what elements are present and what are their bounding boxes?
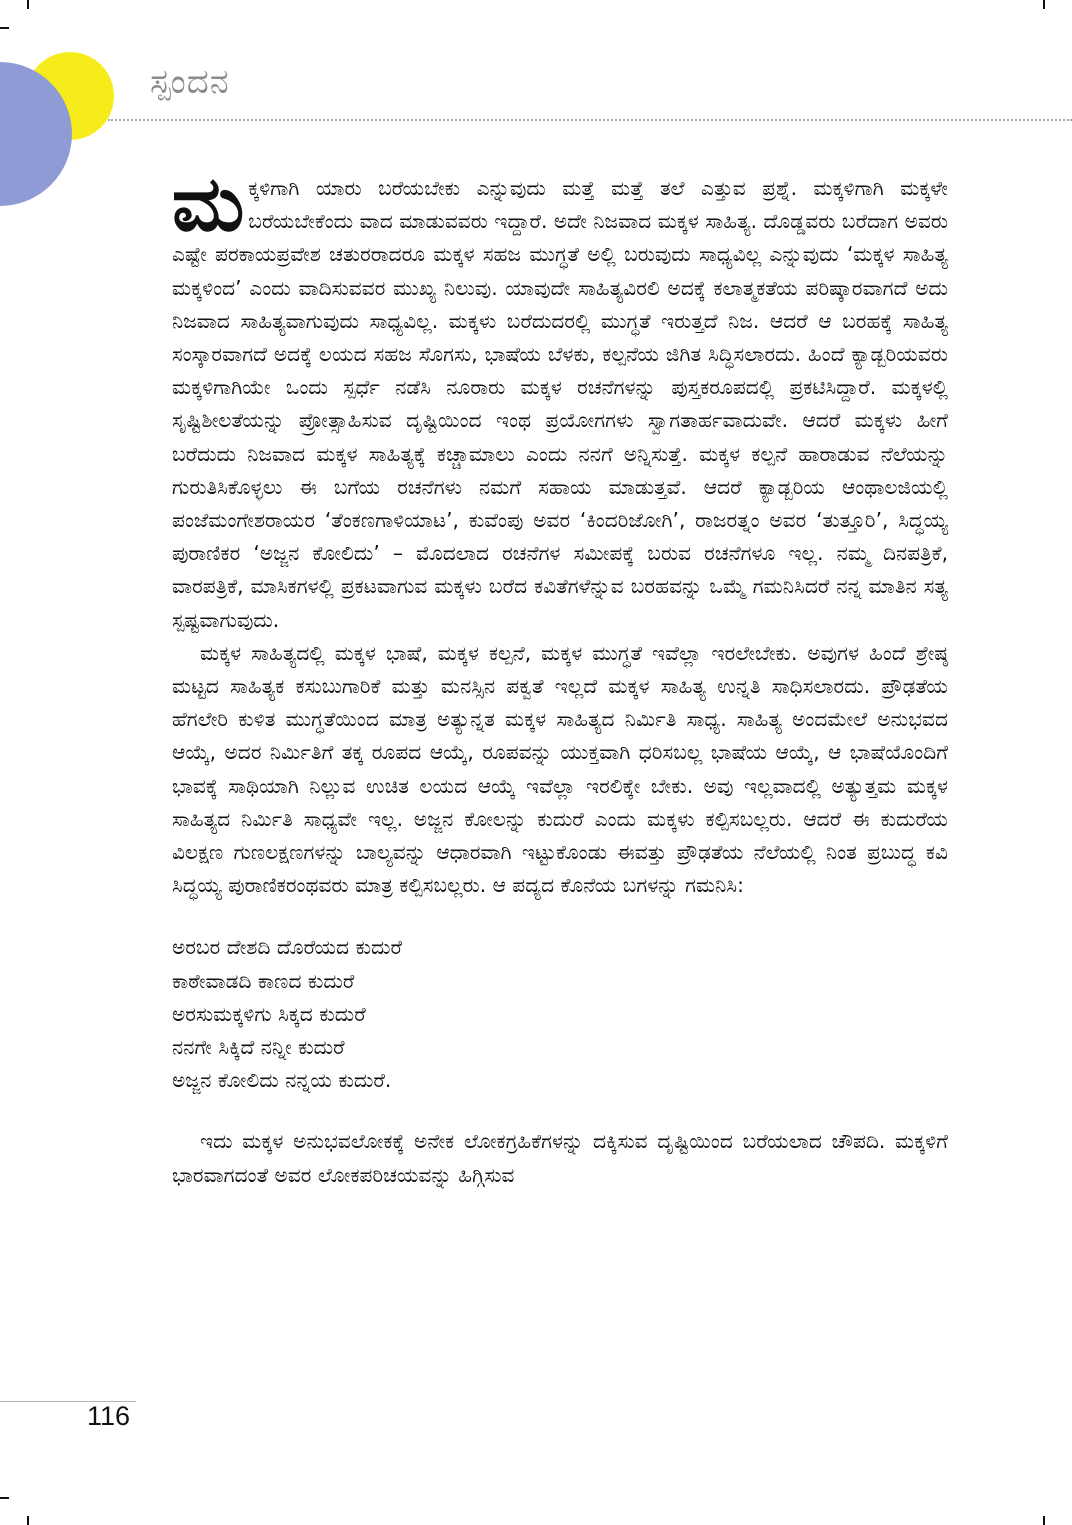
poem-line: ಕಾಠೇವಾಡದಿ ಕಾಣದ ಕುದುರೆ — [172, 968, 355, 993]
crop-mark — [1043, 0, 1045, 9]
paragraph-1 — [172, 159, 949, 637]
article-body — [172, 159, 949, 1192]
crop-mark — [0, 27, 9, 29]
section-title: ಸ್ಪಂದನ — [150, 62, 230, 102]
header-dotted-divider — [108, 119, 1072, 121]
paragraph-2: ಮಕ್ಕಳ ಸಾಹಿತ್ಯದಲ್ಲಿ ಮಕ್ಕಳ ಭಾಷೆ, ಮಕ್ಕಳ ಕಲ್ಪನೆ, ಮಕ್ಕಳ ಮುಗ್ಧತೆ ಇವೆಲ್ಲಾ ಇರಲೇಬೇಕು. ಅವುಗಳ ಹಿಂದೆ ಶ್ರೇಷ್ಠ ಮಟ್ಟದ ಸಾಹಿತ್ಯಕ ಕಸುಬುಗಾರಿಕೆ ಮತ್ತು ಮನಸ್ಸಿನ ಪಕ್ವತೆ ಇಲ್ಲದೆ ಮಕ್ಕಳ ಸಾಹಿತ್ಯ ಉನ್ನತಿ ಸಾಧಿಸಲಾರದು. ಪ್ರೌಢತೆಯ ಹೆಗಲೇರಿ ಕುಳಿತ ಮುಗ್ಧತೆಯಿಂದ ಮಾತ್ರ ಅತ್ಯುನ್ನತ ಮಕ್ಕಳ ಸಾಹಿತ್ಯದ ನಿರ್ಮಿತಿ ಸಾಧ್ಯ. ಸಾಹಿತ್ಯ ಅಂದಮೇಲೆ ಅನುಭವದ ಆಯ್ಕೆ, ಅದರ ನಿರ್ಮಿತಿಗೆ ತಕ್ಕ ರೂಪದ ಆಯ್ಕೆ, ರೂಪವನ್ನು ಯುಕ್ತವಾಗಿ ಧರಿಸಬಲ್ಲ ಭಾಷೆಯ ಆಯ್ಕೆ, ಆ ಭಾಷೆಯೊಂದಿಗೆ ಭಾವಕ್ಕೆ ಸಾಥಿಯಾಗಿ ನಿಲ್ಲುವ ಉಚಿತ ಲಯದ ಆಯ್ಕೆ ಇವೆಲ್ಲಾ ಇರಲಿಕ್ಕೇ ಬೇಕು. ಅವು ಇಲ್ಲವಾದಲ್ಲಿ ಅತ್ಯುತ್ತಮ ಮಕ್ಕಳ ಸಾಹಿತ್ಯದ ನಿರ್ಮಿತಿ ಸಾಧ್ಯವೇ ಇಲ್ಲ. ಅಜ್ಜನ ಕೋಲನ್ನು ಕುದುರೆ ಎಂದು ಮಕ್ಕಳು ಕಲ್ಪಿಸಬಲ್ಲರು. ಆದರೆ ಈ ಕುದುರೆಯ ವಿಲಕ್ಷಣ ಗುಣಲಕ್ಷಣಗಳನ್ನು ಬಾಲ್ಯವನ್ನು ಆಧಾರವಾಗಿ ಇಟ್ಟುಕೊಂಡು ಈವತ್ತು ಪ್ರೌಢತೆಯ ನೆಲೆಯಲ್ಲಿ ನಿಂತ ಪ್ರಬುದ್ಧ ಕವಿ ಸಿದ್ಧಯ್ಯ ಪುರಾಣಿಕರಂಥವರು ಮಾತ್ರ ಕಲ್ಪಿಸಬಲ್ಲರು. ಆ ಪದ್ಯದ ಕೊನೆಯ ಬಗಳನ್ನು ಗಮನಿಸಿ: — [172, 640, 948, 898]
poem-line: ನನಗೇ ಸಿಕ್ಕಿದೆ ನನ್ನೀ ಕುದುರೆ — [172, 1035, 345, 1060]
page-number: 116 — [87, 1401, 131, 1431]
crop-mark — [27, 1516, 29, 1525]
paragraph-3: ಇದು ಮಕ್ಕಳ ಅನುಭವಲೋಕಕ್ಕೆ ಅನೇಕ ಲೋಕಗ್ರಹಿಕೆಗಳನ್ನು ದಕ್ಕಿಸುವ ದೃಷ್ಟಿಯಿಂದ ಬರೆಯಲಾದ ಚೌಪದಿ. ಮಕ್ಕಳಿಗೆ ಭಾರವಾಗದಂತೆ ಅವರ ಲೋಕಪರಿಚಯವನ್ನು ಹಿಗ್ಗಿಸುವ — [172, 1129, 948, 1187]
poem-line: ಅಜ್ಜನ ಕೋಲಿದು ನನ್ನಯ ಕುದುರೆ. — [172, 1068, 392, 1093]
crop-mark — [1043, 1516, 1045, 1525]
crop-mark — [0, 1497, 9, 1499]
drop-cap: ಮ — [172, 159, 245, 248]
poem-block — [172, 931, 948, 1097]
poem-line: ಅರಬರ ದೇಶದಿ ದೊರೆಯದ ಕುದುರೆ — [172, 935, 403, 960]
crop-mark — [27, 0, 29, 9]
paragraph-1-text: ಕ್ಕಳಿಗಾಗಿ ಯಾರು ಬರೆಯಬೇಕು ಎನ್ನುವುದು ಮತ್ತೆ ಮತ್ತೆ ತಲೆ ಎತ್ತುವ ಪ್ರಶ್ನೆ. ಮಕ್ಕಳಿಗಾಗಿ ಮಕ್ಕಳೇ ಬರೆಯಬೇಕೆಂದು ವಾದ ಮಾಡುವವರು ಇದ್ದಾರೆ. ಅದೇ ನಿಜವಾದ ಮಕ್ಕಳ ಸಾಹಿತ್ಯ. ದೊಡ್ಡವರು ಬರೆದಾಗ ಅವರು ಎಷ್ಟೇ ಪರಕಾಯಪ್ರವೇಶ ಚತುರರಾದರೂ ಮಕ್ಕಳ ಸಹಜ ಮುಗ್ಧತೆ ಅಲ್ಲಿ ಬರುವುದು ಸಾಧ್ಯವಿಲ್ಲ ಎನ್ನುವುದು ‘ಮಕ್ಕಳ ಸಾಹಿತ್ಯ ಮಕ್ಕಳಿಂದ’ ಎಂದು ವಾದಿಸುವವರ ಮುಖ್ಯ ನಿಲುವು. ಯಾವುದೇ ಸಾಹಿತ್ಯವಿರಲಿ ಅದಕ್ಕೆ ಕಲಾತ್ಮಕತೆಯ ಪರಿಷ್ಕಾರವಾಗದೆ ಅದು ನಿಜವಾದ ಸಾಹಿತ್ಯವಾಗುವುದು ಸಾಧ್ಯವಿಲ್ಲ. ಮಕ್ಕಳು ಬರೆದುದರಲ್ಲಿ ಮುಗ್ಧತೆ ಇರುತ್ತದೆ ನಿಜ. ಆದರೆ ಆ ಬರಹಕ್ಕೆ ಸಾಹಿತ್ಯ ಸಂಸ್ಕಾರವಾಗದೆ ಅದಕ್ಕೆ ಲಯದ ಸಹಜ ಸೊಗಸು, ಭಾಷೆಯ ಬೆಳಕು, ಕಲ್ಪನೆಯ ಜಿಗಿತ ಸಿದ್ಧಿಸಲಾರದು. ಹಿಂದೆ ಕ್ಯಾಡ್ಬರಿಯವರು ಮಕ್ಕಳಿಗಾಗಿಯೇ ಒಂದು ಸ್ಪರ್ಧೆ ನಡೆಸಿ ನೂರಾರು ಮಕ್ಕಳ ರಚನೆಗಳನ್ನು ಪುಸ್ತಕರೂಪದಲ್ಲಿ ಪ್ರಕಟಿಸಿದ್ದಾರೆ. ಮಕ್ಕಳಲ್ಲಿ ಸೃಷ್ಟಿಶೀಲತೆಯನ್ನು ಪ್ರೋತ್ಸಾಹಿಸುವ ದೃಷ್ಟಿಯಿಂದ ಇಂಥ ಪ್ರಯೋಗಗಳು ಸ್ವಾಗತಾರ್ಹವಾದುವೇ. ಆದರೆ ಮಕ್ಕಳು ಹೀಗೆ ಬರೆದುದು ನಿಜವಾದ ಮಕ್ಕಳ ಸಾಹಿತ್ಯಕ್ಕೆ ಕಚ್ಚಾಮಾಲು ಎಂದು ನನಗೆ ಅನ್ನಿಸುತ್ತೆ. ಮಕ್ಕಳ ಕಲ್ಪನೆ ಹಾರಾಡುವ ನೆಲೆಯನ್ನು ಗುರುತಿಸಿಕೊಳ್ಳಲು ಈ ಬಗೆಯ ರಚನೆಗಳು ನಮಗೆ ಸಹಾಯ ಮಾಡುತ್ತವೆ. ಆದರೆ ಕ್ಯಾಡ್ಬರಿಯ ಆಂಥಾಲಜಿಯಲ್ಲಿ ಪಂಜೆಮಂಗೇಶರಾಯರ ‘ತೆಂಕಣಗಾಳಿಯಾಟ’, ಕುವೆಂಪು ಅವರ ‘ಕಿಂದರಿಜೋಗಿ’, ರಾಜರತ್ನಂ ಅವರ ‘ತುತ್ತೂರಿ’, ಸಿದ್ಧಯ್ಯ ಪುರಾಣಿಕರ ‘ಅಜ್ಜನ ಕೋಲಿದು’ – ಮೊದಲಾದ ರಚನೆಗಳ ಸಮೀಪಕ್ಕೆ ಬರುವ ರಚನೆಗಳೂ ಇಲ್ಲ. ನಮ್ಮ ದಿನಪತ್ರಿಕೆ, ವಾರಪತ್ರಿಕೆ, ಮಾಸಿಕಗಳಲ್ಲಿ ಪ್ರಕಟವಾಗುವ ಮಕ್ಕಳು ಬರೆದ ಕವಿತೆಗಳೆನ್ನುವ ಬರಹವನ್ನು ಒಮ್ಮೆ ಗಮನಿಸಿದರೆ ನನ್ನ ಮಾತಿನ ಸತ್ಯ ಸ್ಪಷ್ಟವಾಗುವುದು. — [172, 176, 949, 632]
poem-line: ಅರಸುಮಕ್ಕಳಿಗು ಸಿಕ್ಕದ ಕುದುರೆ — [172, 1001, 366, 1026]
